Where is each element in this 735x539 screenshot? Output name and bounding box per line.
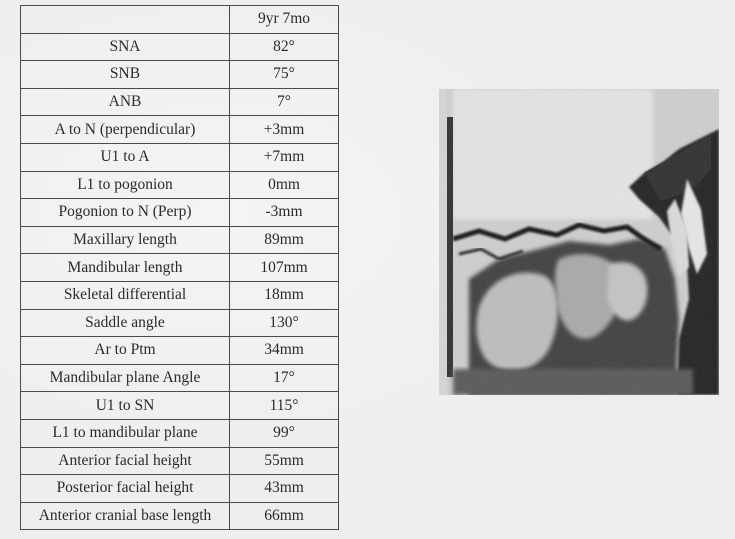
measurement-label: Anterior facial height (21, 447, 230, 475)
measurement-label: L1 to mandibular plane (21, 419, 230, 447)
measurement-value: -3mm (230, 199, 339, 227)
measurement-label: SNA (21, 33, 230, 61)
measurement-value: 18mm (230, 281, 339, 309)
table-row (21, 171, 339, 199)
measurement-value: 75° (230, 61, 339, 89)
measurement-value: 0mm (230, 171, 339, 199)
radiograph-image (439, 89, 719, 395)
measurement-label: Mandibular plane Angle (21, 364, 230, 392)
measurement-value: +3mm (230, 116, 339, 144)
measurement-value: 115° (230, 392, 339, 420)
measurement-value: 17° (230, 364, 339, 392)
table-row (21, 33, 339, 61)
cephalometric-table-body (21, 6, 339, 530)
table-row (21, 226, 339, 254)
measurement-label: ANB (21, 88, 230, 116)
measurement-value: 107mm (230, 254, 339, 282)
table-row (21, 392, 339, 420)
measurement-value: 55mm (230, 447, 339, 475)
measurement-label: Pogonion to N (Perp) (21, 199, 230, 227)
measurement-label: L1 to pogonion (21, 171, 230, 199)
table-row (21, 281, 339, 309)
table-row (21, 88, 339, 116)
measurement-label: A to N (perpendicular) (21, 116, 230, 144)
measurement-label: Anterior cranial base length (21, 502, 230, 530)
measurement-value: 43mm (230, 475, 339, 503)
measurement-value: 99° (230, 419, 339, 447)
table-row (21, 143, 339, 171)
table-row (21, 475, 339, 503)
header-cell-label (21, 6, 230, 34)
measurement-label: Posterior facial height (21, 475, 230, 503)
measurement-value: 89mm (230, 226, 339, 254)
measurement-value: 130° (230, 309, 339, 337)
table-row (21, 61, 339, 89)
measurement-value: +7mm (230, 143, 339, 171)
table-row (21, 116, 339, 144)
radiograph-graphic (439, 89, 719, 395)
measurement-value: 7° (230, 88, 339, 116)
measurement-value: 66mm (230, 502, 339, 530)
table-row (21, 337, 339, 365)
table-row (21, 364, 339, 392)
measurement-label: U1 to A (21, 143, 230, 171)
measurement-label: Skeletal differential (21, 281, 230, 309)
table-row (21, 254, 339, 282)
table-row (21, 447, 339, 475)
table-row (21, 419, 339, 447)
table-row (21, 199, 339, 227)
cephalometric-table (20, 5, 339, 530)
header-cell-age: 9yr 7mo (230, 6, 339, 34)
table-row (21, 502, 339, 530)
measurement-label: SNB (21, 61, 230, 89)
table-header-row (21, 6, 339, 34)
measurement-label: Ar to Ptm (21, 337, 230, 365)
table-row (21, 309, 339, 337)
measurement-label: Mandibular length (21, 254, 230, 282)
measurement-value: 82° (230, 33, 339, 61)
measurement-label: Maxillary length (21, 226, 230, 254)
measurement-label: Saddle angle (21, 309, 230, 337)
measurement-value: 34mm (230, 337, 339, 365)
measurement-label: U1 to SN (21, 392, 230, 420)
